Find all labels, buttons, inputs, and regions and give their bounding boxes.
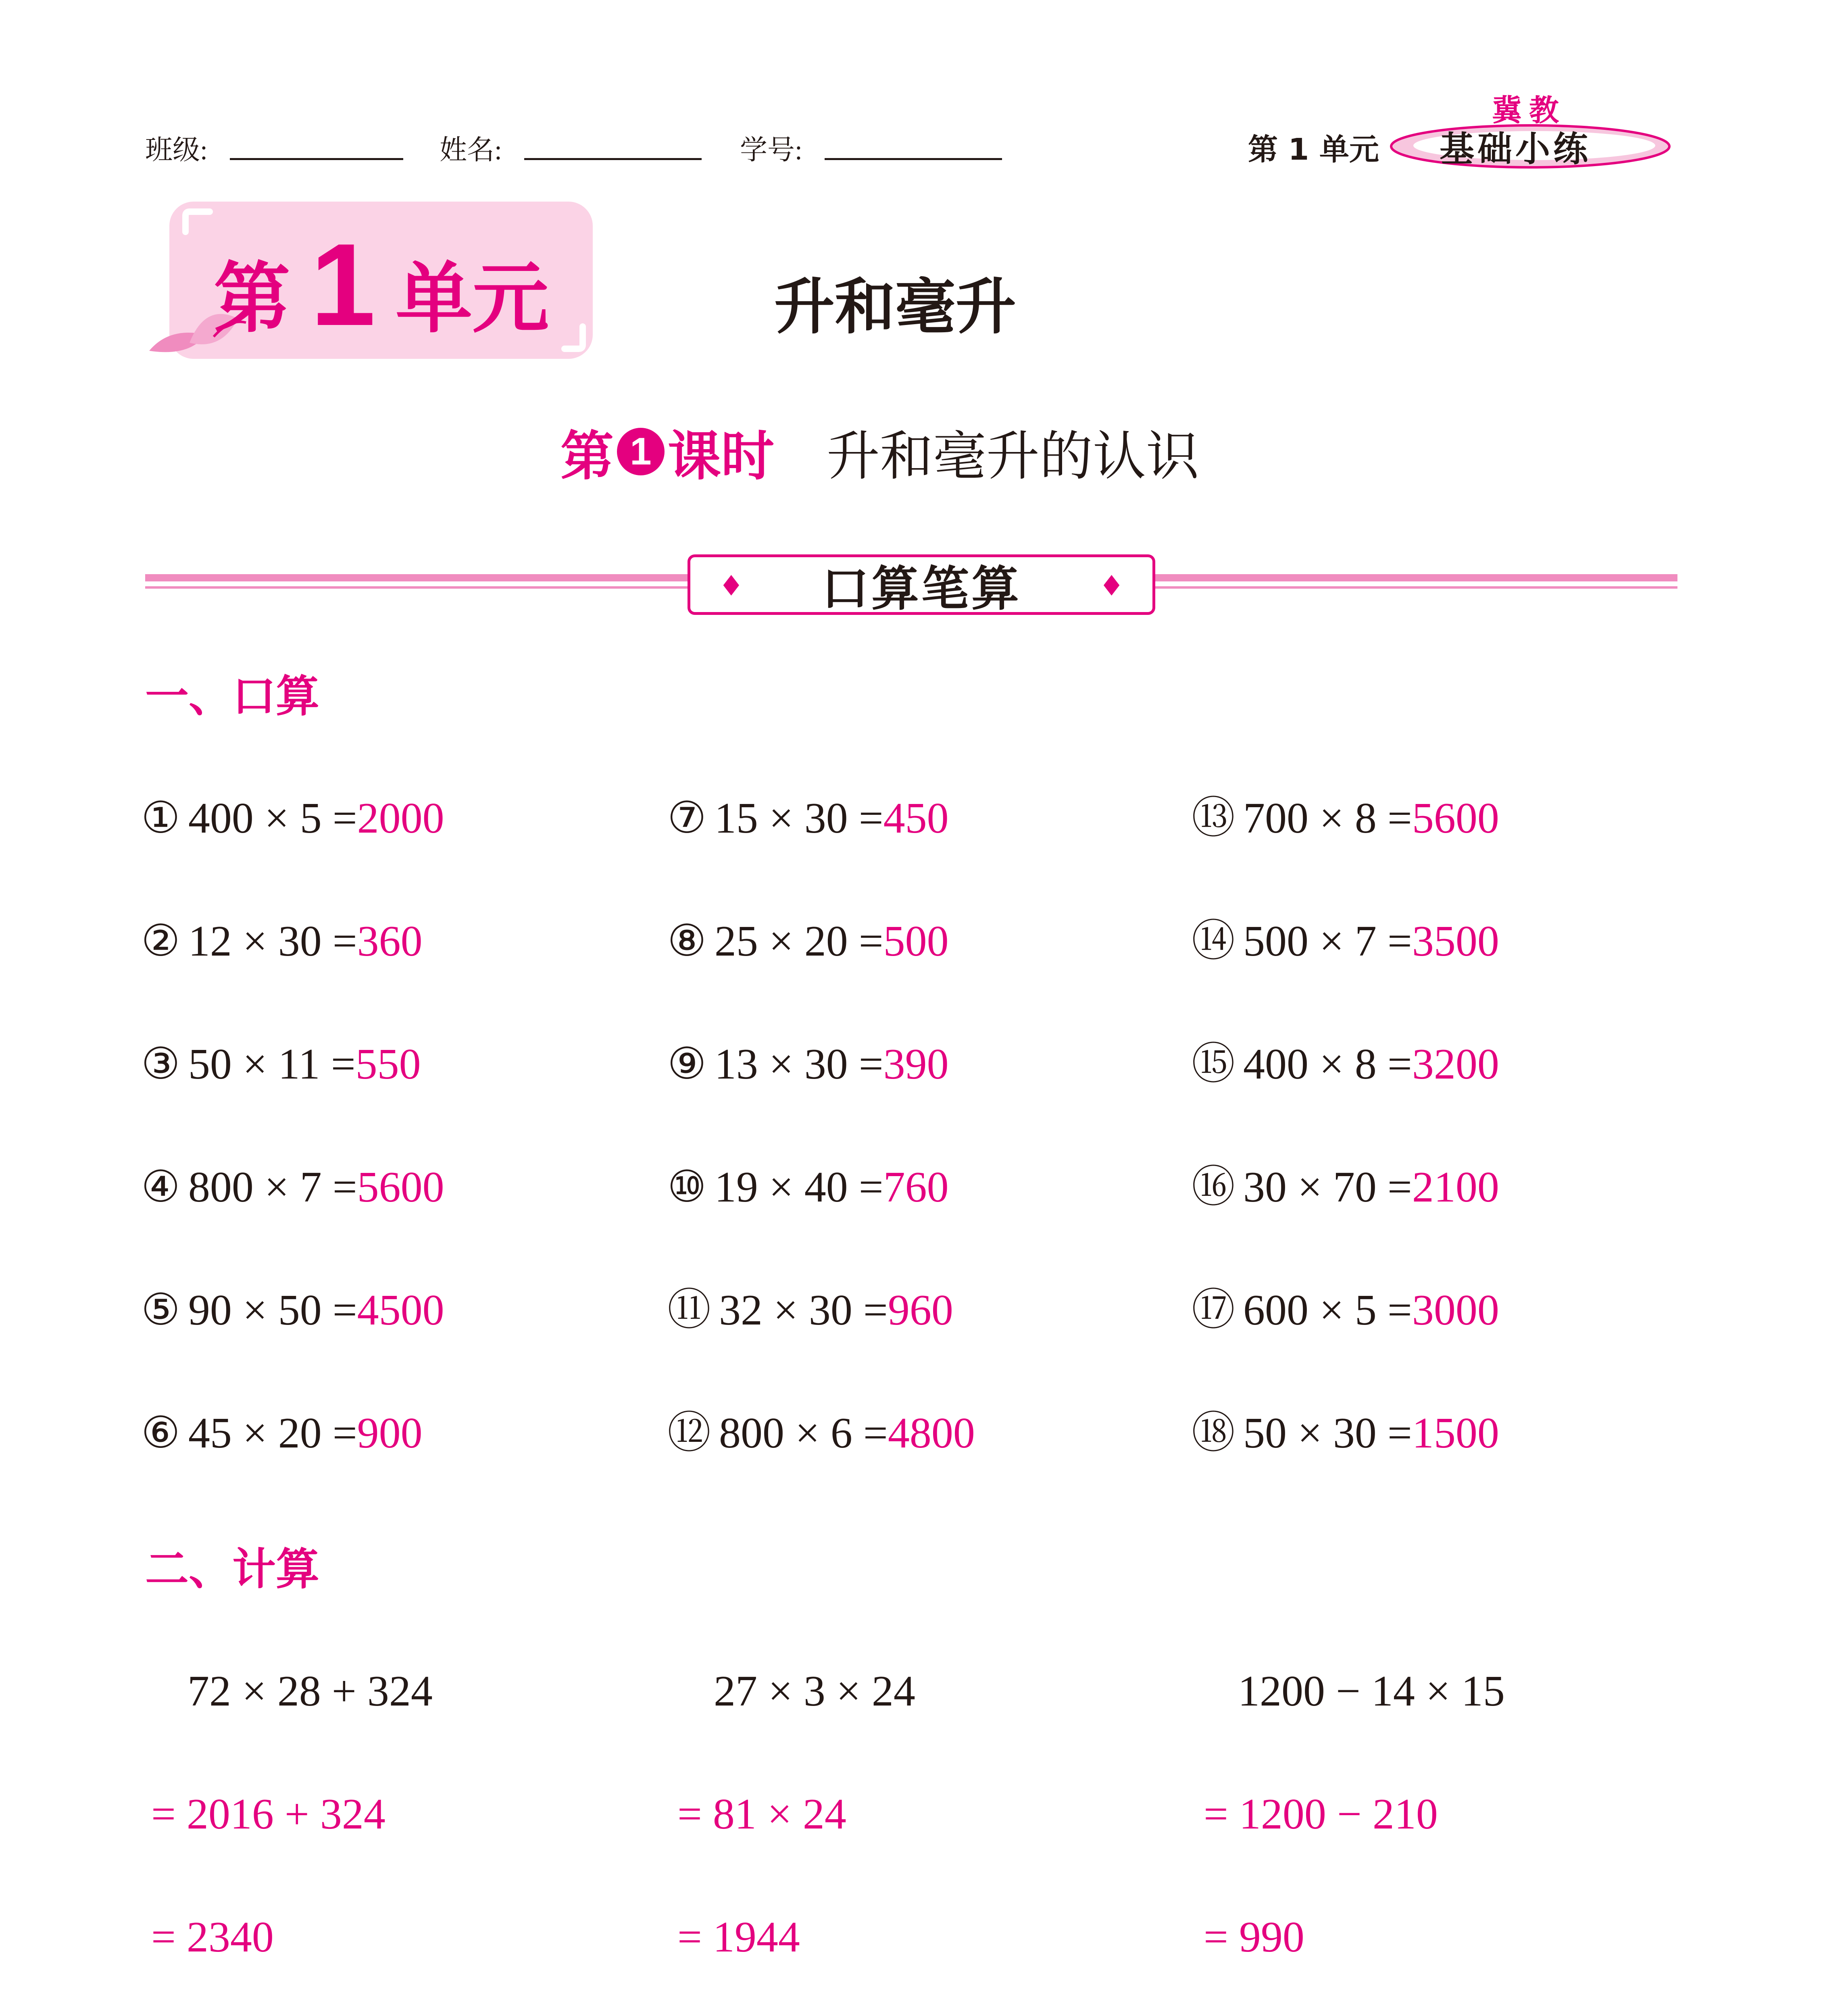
unit-tag: 第 1 单元 — [1248, 132, 1379, 167]
banner-title: 口算笔算 — [821, 561, 1021, 616]
chapter-title: 升和毫升 — [774, 272, 1017, 342]
brand-name: 基础小练 — [1440, 129, 1591, 169]
oral-item: ⑭ 500 × 7 =3500 — [1192, 917, 1499, 965]
calc-step: = 81 × 24 — [677, 1790, 846, 1838]
lesson-number-badge: 1 — [617, 428, 665, 475]
oral-item: ⑯ 30 × 70 =2100 — [1192, 1163, 1499, 1211]
oral-item: ⑰ 600 × 5 =3000 — [1192, 1286, 1499, 1334]
id-label: 学号: — [740, 135, 802, 165]
calc-expression: 27 × 3 × 24 — [714, 1667, 915, 1715]
oral-item: ② 12 × 30 =360 — [141, 917, 423, 965]
badge-number: 1 — [310, 219, 376, 350]
oral-item: ⑩ 19 × 40 =760 — [667, 1163, 949, 1211]
calc-step: = 1200 − 210 — [1204, 1790, 1438, 1838]
calc-expression: 1200 − 14 × 15 — [1238, 1667, 1505, 1715]
calc-result: = 1944 — [677, 1913, 800, 1961]
name-label: 姓名: — [440, 135, 502, 165]
lesson-title: 升和毫升的认识 — [827, 425, 1199, 487]
calc-step: = 2016 + 324 — [151, 1790, 385, 1838]
diamond-icon-right: ♦ — [1099, 569, 1124, 602]
oral-item: ⑫ 800 × 6 =4800 — [667, 1409, 975, 1457]
oral-item: ⑤ 90 × 50 =4500 — [141, 1286, 444, 1334]
calc-expression: 72 × 28 + 324 — [188, 1667, 433, 1715]
lesson-di: 第 — [560, 425, 614, 487]
oral-item: ⑦ 15 × 30 =450 — [667, 794, 949, 842]
badge-di: 第 — [214, 254, 291, 343]
badge-unit: 单元 — [396, 254, 549, 343]
class-label: 班级: — [145, 135, 208, 165]
id-blank[interactable] — [825, 158, 1002, 160]
oral-item: ⑱ 50 × 30 =1500 — [1192, 1409, 1499, 1457]
oral-item: ⑧ 25 × 20 =500 — [667, 917, 949, 965]
oral-item: ⑮ 400 × 8 =3200 — [1192, 1040, 1499, 1088]
diamond-icon-left: ♦ — [719, 569, 744, 602]
oral-item: ① 400 × 5 =2000 — [141, 794, 444, 842]
lesson-heading — [560, 413, 1199, 490]
class-blank[interactable] — [230, 158, 403, 160]
section-oral-heading: 一、口算 — [145, 671, 320, 722]
oral-item: ⑪ 32 × 30 =960 — [667, 1286, 953, 1334]
oral-item: ⑬ 700 × 8 =5600 — [1192, 794, 1499, 842]
oral-item: ⑨ 13 × 30 =390 — [667, 1040, 949, 1088]
lesson-keshi: 课时 — [668, 425, 774, 487]
brand-publisher: 冀教 — [1492, 93, 1566, 128]
name-blank[interactable] — [524, 158, 702, 160]
unit-badge-text — [214, 218, 549, 350]
oral-item: ③ 50 × 11 =550 — [141, 1040, 421, 1088]
section-calc-heading: 二、计算 — [145, 1544, 320, 1595]
calc-result: = 2340 — [151, 1913, 274, 1961]
oral-item: ⑥ 45 × 20 =900 — [141, 1409, 423, 1457]
section-banner — [688, 554, 1155, 615]
calc-result: = 990 — [1204, 1913, 1304, 1961]
oral-item: ④ 800 × 7 =5600 — [141, 1163, 444, 1211]
